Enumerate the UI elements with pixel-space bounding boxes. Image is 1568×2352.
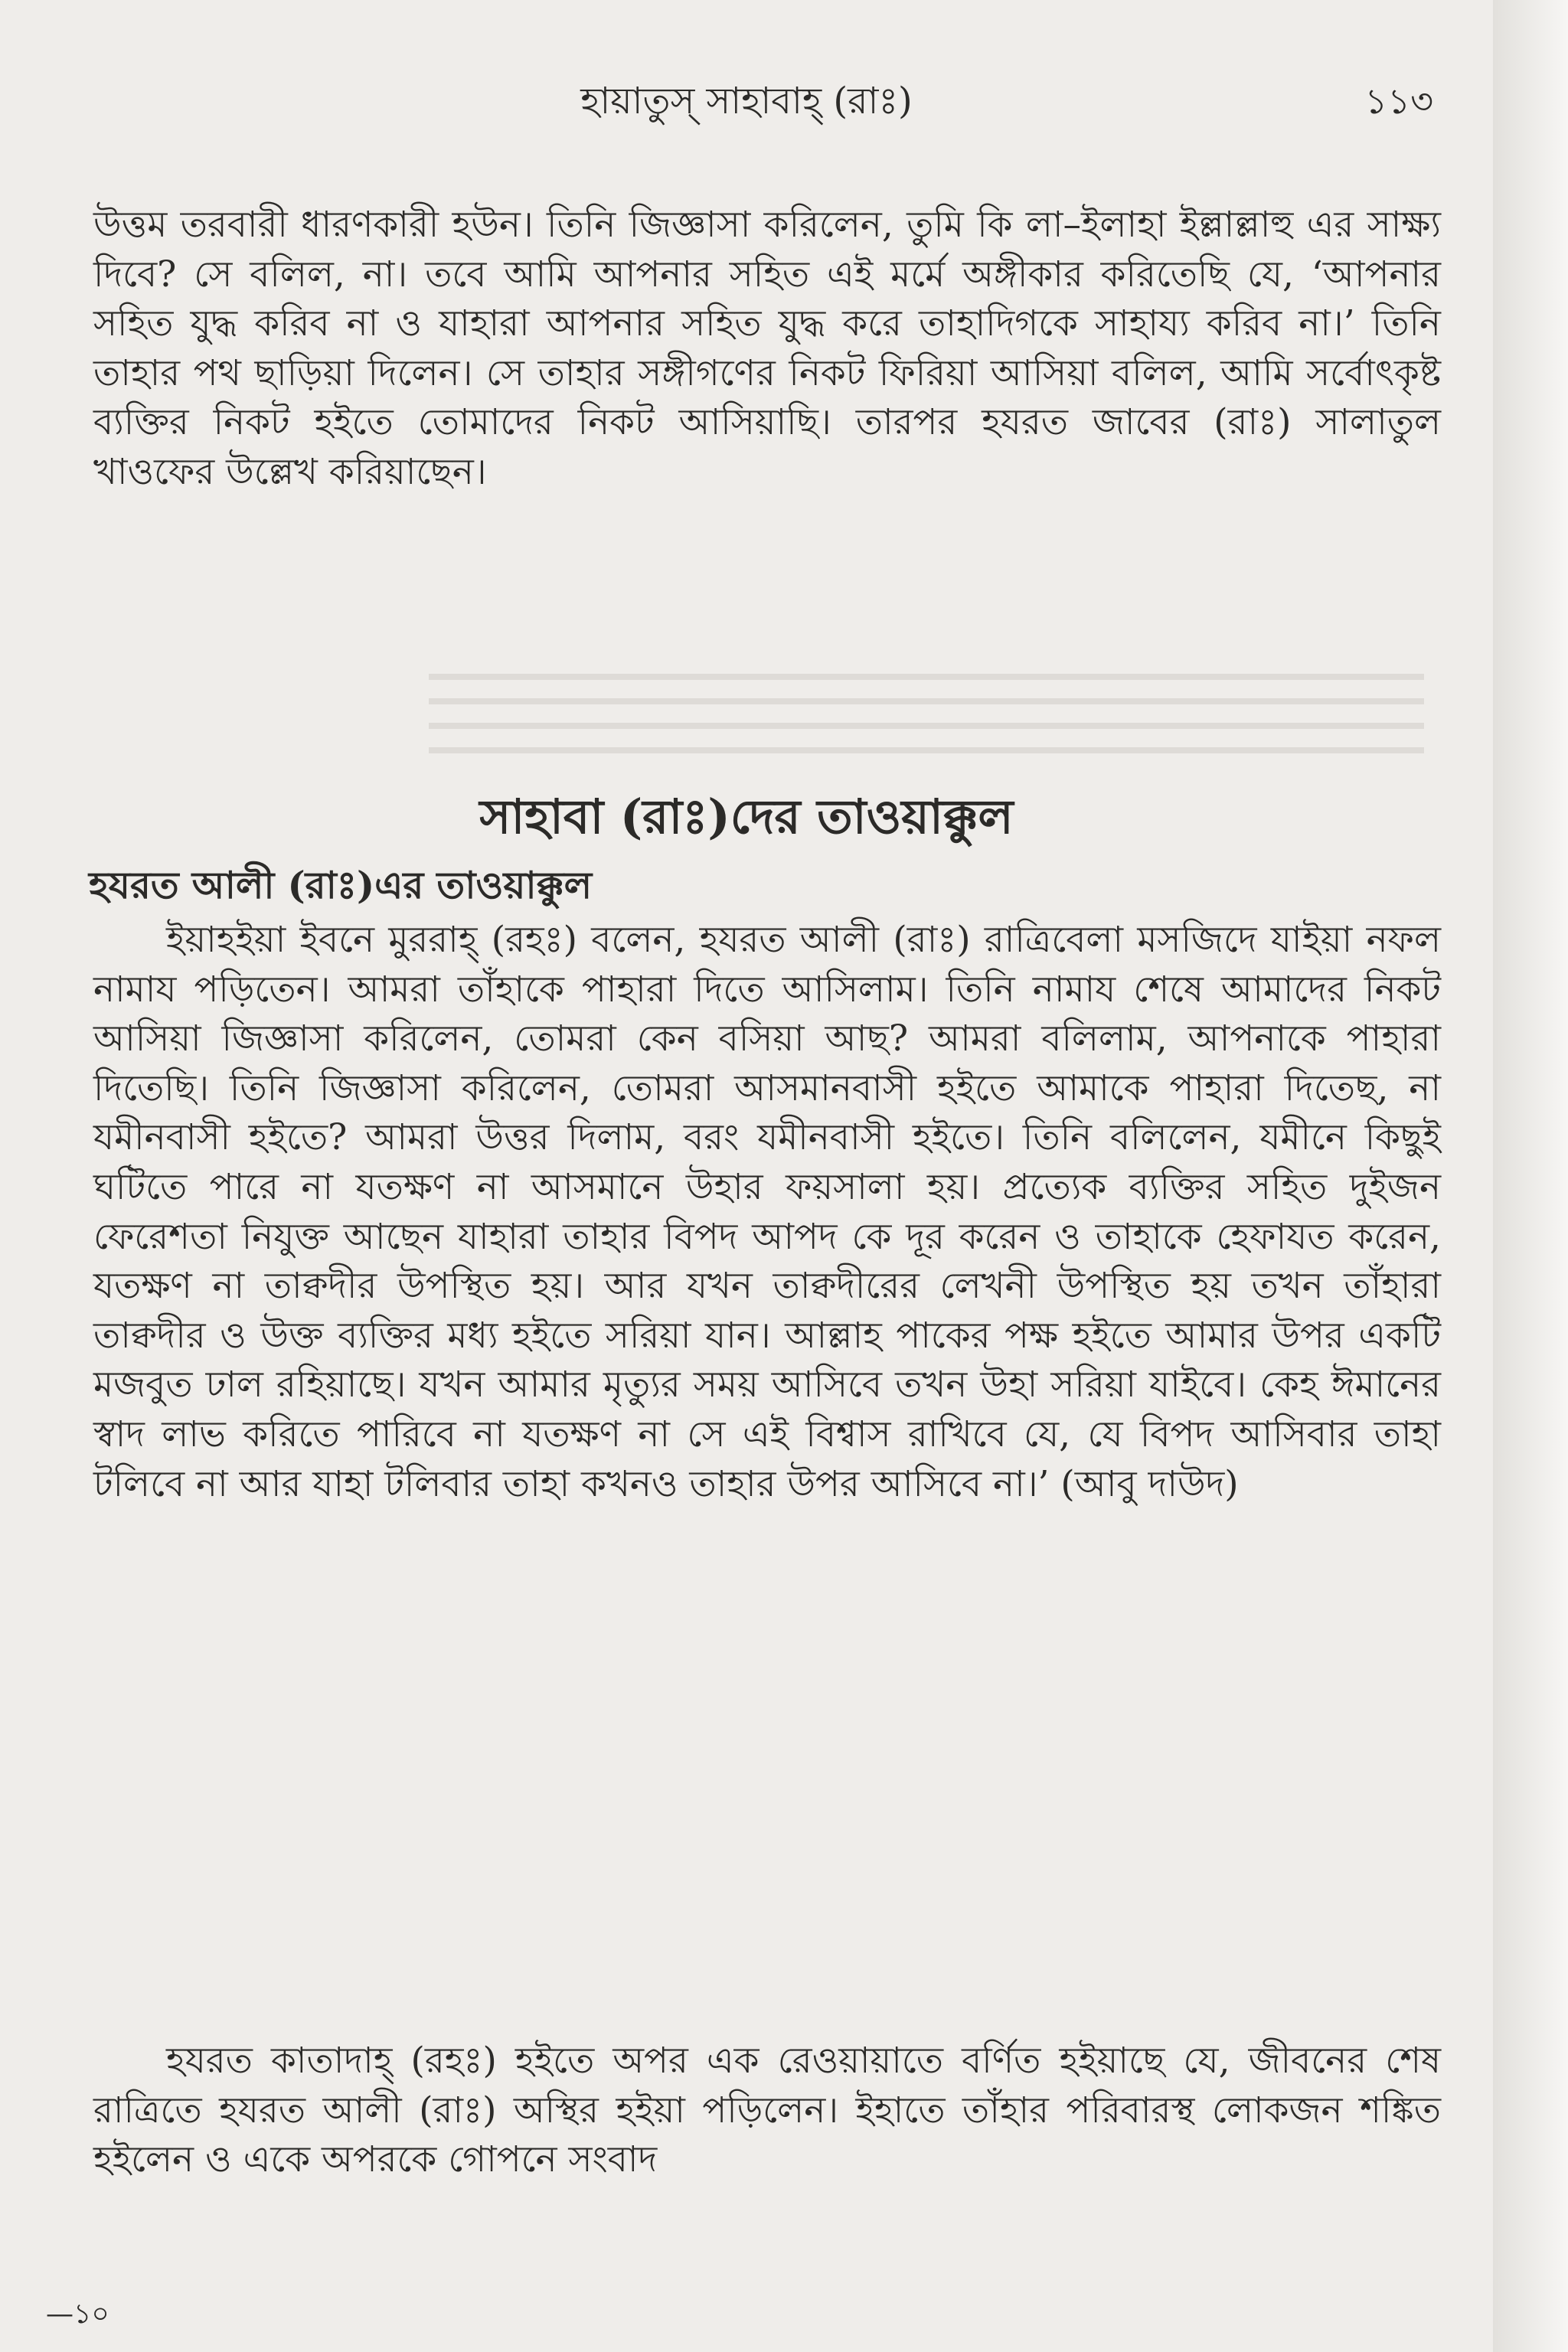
section-title: সাহাবা (রাঃ)দের তাওয়াক্কুল [479, 789, 1014, 844]
signature-mark: —১০ [46, 2298, 109, 2330]
paragraph-3: হযরত কাতাদাহ্ (রহঃ) হইতে অপর এক রেওয়ায়াতে বর্ণিত হইয়াছে যে, জীবনের শেষ রাত্রিতে হযরত আলী (রাঃ) অস্থির হইয়া পড়িলেন। ইহাতে তাঁহার পরিবারস্থ লোকজন শঙ্কিত হইলেন ও একে অপরকে গোপনে সংবাদ [93, 2040, 1441, 2181]
page-number: ১১৩ [1364, 80, 1433, 122]
running-header [0, 70, 1493, 132]
sub-title: হযরত আলী (রাঃ)এর তাওয়াক্কুল [89, 863, 593, 907]
paragraph-1: উত্তম তরবারী ধারণকারী হউন। তিনি জিজ্ঞাসা করিলেন, তুমি কি লা–ইলাহা ইল্লাল্লাহু এর সাক্ষ্য দিবে? সে বলিল, না। তবে আমি আপনার সহিত এই মর্মে অঙ্গীকার করিতেছি যে, ‘আপনার সহিত যুদ্ধ করিব না ও যাহারা আপনার সহিত যুদ্ধ করে তাহাদিগকে সাহায্য করিব না।’ তিনি তাহার পথ ছাড়িয়া দিলেন। সে তাহার সঙ্গীগণের নিকট ফিরিয়া আসিয়া বলিল, আমি সর্বোৎকৃষ্ট ব্যক্তির নিকট হইতে তোমাদের নিকট আসিয়াছি। তারপর হযরত জাবের (রাঃ) সালাতুল খাওফের উল্লেখ করিয়াছেন। [93, 204, 1441, 493]
paragraph-2: ইয়াহইয়া ইবনে মুররাহ্ (রহঃ) বলেন, হযরত আলী (রাঃ) রাত্রিবেলা মসজিদে যাইয়া নফল নামায পড়িতেন। আমরা তাঁহাকে পাহারা দিতে আসিলাম। তিনি নামায শেষে আমাদের নিকট আসিয়া জিজ্ঞাসা করিলেন, তোমরা কেন বসিয়া আছ? আমরা বলিলাম, আপনাকে পাহারা দিতেছি। তিনি জিজ্ঞাসা করিলেন, তোমরা আসমানবাসী হইতে আমাকে পাহারা দিতেছ, না যমীনবাসী হইতে? আমরা উত্তর দিলাম, বরং যমীনবাসী হইতে। তিনি বলিলেন, যমীনে কিছুই ঘটিতে পারে না যতক্ষণ না আসমানে উহার ফয়সালা হয়। প্রত্যেক ব্যক্তির সহিত দুইজন ফেরেশতা নিযুক্ত আছেন যাহারা তাহার বিপদ আপদ কে দূর করেন ও তাহাকে হেফাযত করেন, যতক্ষণ না তাক্বদীর উপস্থিত হয়। আর যখন তাক্বদীরের লেখনী উপস্থিত হয় তখন তাঁহারা তাক্বদীর ও উক্ত ব্যক্তির মধ্য হইতে সরিয়া যান। আল্লাহ পাকের পক্ষ হইতে আমার উপর একটি মজবুত ঢাল রহিয়াছে। যখন আমার মৃত্যুর সময় আসিবে তখন উহা সরিয়া যাইবে। কেহ ঈমানের স্বাদ লাভ করিতে পারিবে না যতক্ষণ না সে এই বিশ্বাস রাখিবে যে, যে বিপদ আসিবার তাহা টলিবে না আর যাহা টলিবার তাহা কখনও তাহার উপর আসিবে না।’ (আবু দাউদ) [93, 919, 1441, 1505]
running-title: হায়াতুস্ সাহাবাহ্ (রাঃ) [580, 80, 913, 122]
